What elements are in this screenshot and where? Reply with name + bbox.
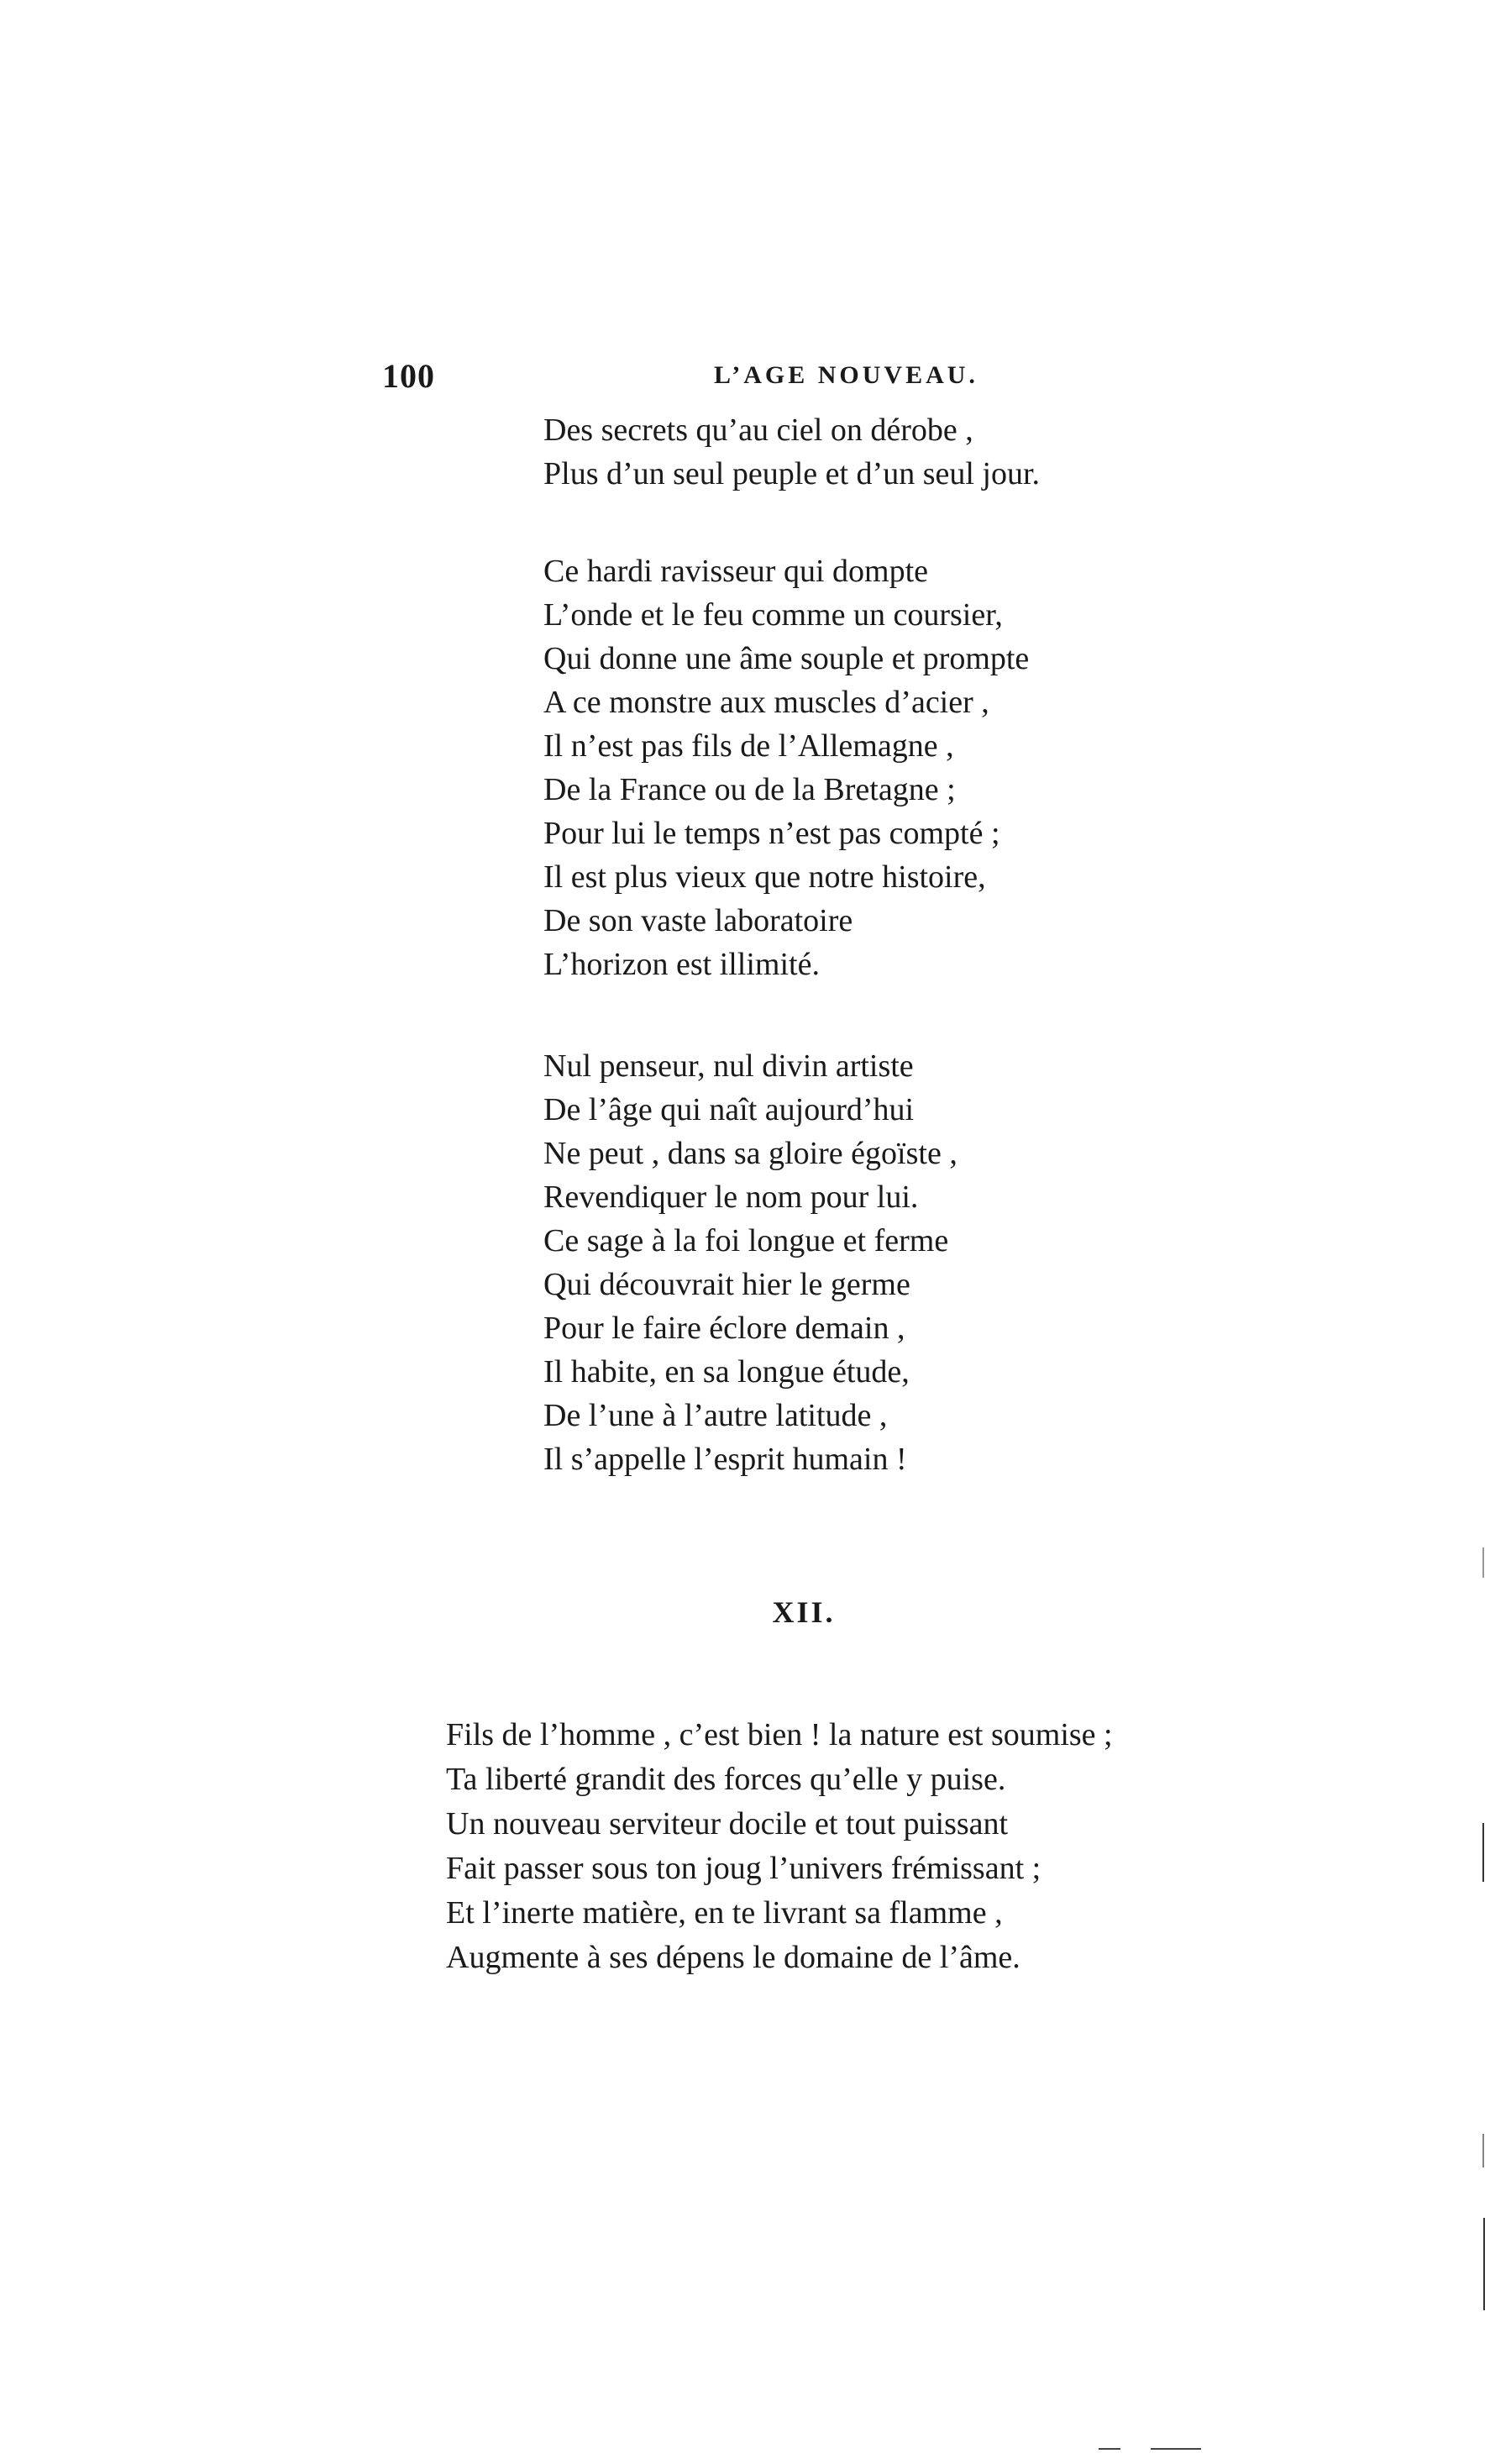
verse-line: Nul penseur, nul divin artiste (543, 1048, 914, 1084)
verse-line: Il habite, en sa longue étude, (543, 1354, 910, 1390)
verse-line: Revendiquer le nom pour lui. (543, 1179, 919, 1215)
verse-line: Un nouveau serviteur docile et tout puissant (446, 1806, 1009, 1841)
verse-line: Et l’inerte matière, en te livrant sa flamme , (446, 1895, 1003, 1931)
section-verse (446, 1713, 1113, 1980)
verse-line: Qui découvrait hier le germe (543, 1267, 910, 1302)
page-number: 100 (382, 357, 435, 395)
verse-line: Ta liberté grandit des forces qu’elle y puise. (446, 1762, 1006, 1797)
scan-edge-mark (1483, 2218, 1485, 2310)
verse-line: L’onde et le feu comme un coursier, (543, 597, 1003, 633)
verse-line: Des secrets qu’au ciel on dérobe , (543, 412, 973, 448)
verse-line: De l’une à l’autre latitude , (543, 1398, 888, 1433)
scan-edge-mark (1482, 1547, 1484, 1578)
verse-line: Ce sage à la foi longue et ferme (543, 1223, 949, 1258)
verse-line: De l’âge qui naît aujourd’hui (543, 1092, 915, 1127)
verse-line: Ce hardi ravisseur qui dompte (543, 554, 929, 589)
verse-line: L’horizon est illimité. (543, 947, 820, 982)
section-heading: XII. (772, 1595, 836, 1629)
verse-line: A ce monstre aux muscles d’acier , (543, 685, 989, 720)
stanza-1 (543, 408, 1040, 496)
verse-line: Qui donne une âme souple et prompte (543, 641, 1030, 676)
scan-edge-mark (1482, 2134, 1484, 2167)
verse-line: Augmente à ses dépens le domaine de l’âme. (446, 1940, 1020, 1975)
verse-line: Ne peut , dans sa gloire égoïste , (543, 1136, 957, 1171)
verse-line: Pour lui le temps n’est pas compté ; (543, 816, 1000, 851)
stanza-3 (543, 1044, 957, 1481)
verse-line: Fait passer sous ton joug l’univers frémissant ; (446, 1851, 1041, 1886)
verse-line: Il est plus vieux que notre histoire, (543, 859, 986, 895)
verse-line: De la France ou de la Bretagne ; (543, 772, 956, 807)
running-title: L’AGE NOUVEAU. (714, 361, 978, 389)
verse-line: De son vaste laboratoire (543, 903, 853, 938)
scan-edge-mark (1099, 2448, 1120, 2450)
verse-line: Fils de l’homme , c’est bien ! la nature est soumise ; (446, 1717, 1113, 1752)
verse-line: Pour le faire éclore demain , (543, 1311, 905, 1346)
verse-line: Plus d’un seul peuple et d’un seul jour. (543, 456, 1041, 491)
scan-edge-mark (1151, 2448, 1201, 2450)
verse-line: Il n’est pas fils de l’Allemagne , (543, 728, 954, 764)
stanza-2 (543, 549, 1029, 986)
verse-line: Il s’appelle l’esprit humain ! (543, 1442, 907, 1477)
running-head (382, 356, 1163, 397)
scan-edge-mark (1482, 1823, 1484, 1882)
